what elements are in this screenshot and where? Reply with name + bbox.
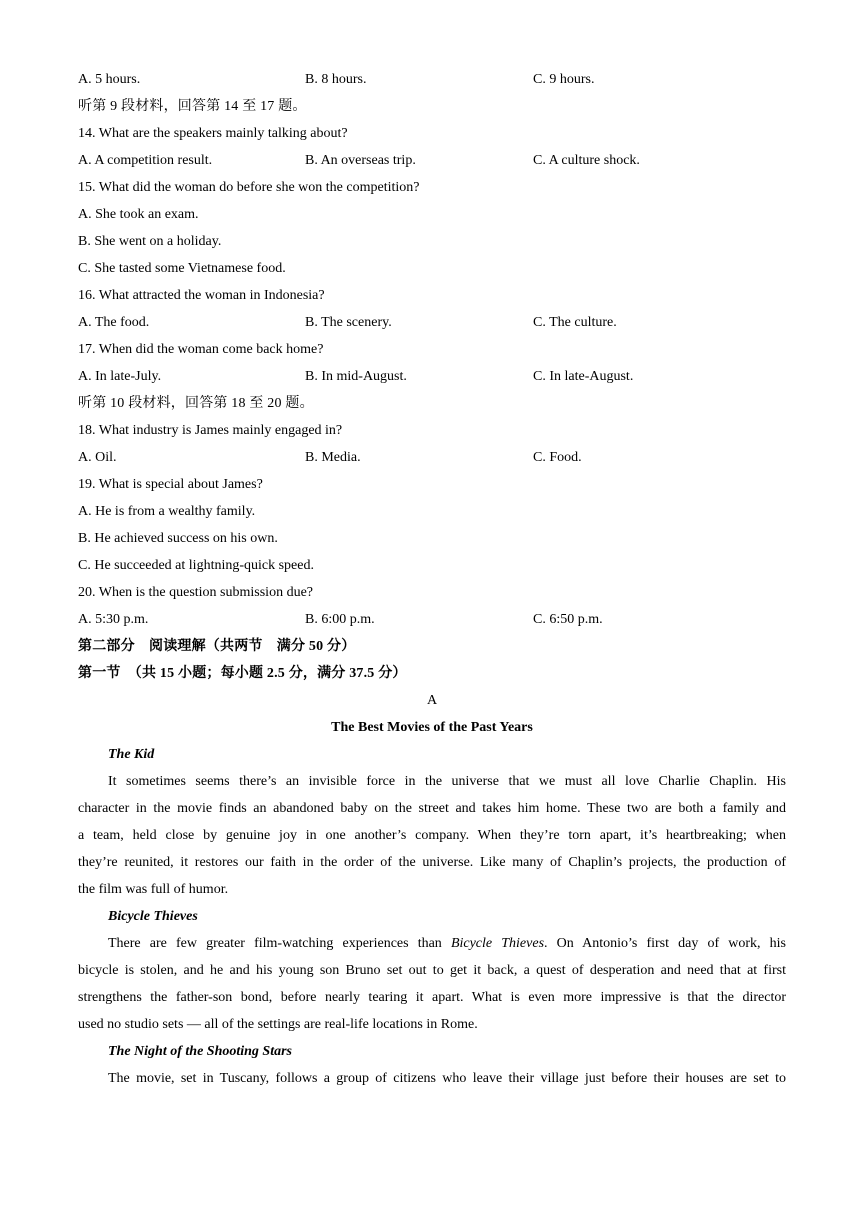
options-row-17 bbox=[78, 363, 786, 390]
movie-title-bicycle-thieves: Bicycle Thieves bbox=[108, 909, 198, 924]
section-instruction-9: 听第 9 段材料，回答第 14 至 17 题。 bbox=[78, 99, 307, 114]
option-c: C. The culture. bbox=[533, 315, 617, 330]
paragraph-line bbox=[78, 930, 786, 957]
option-c: C. She tasted some Vietnamese food. bbox=[78, 261, 286, 276]
passage-title: The Best Movies of the Past Years bbox=[331, 720, 533, 735]
paragraph-line: a team, held close by genuine joy in one another’s company. When they’re torn apart, it’s heartbreaking; when bbox=[78, 828, 786, 843]
question-14: 14. What are the speakers mainly talking about? bbox=[78, 126, 348, 141]
option-b: B. She went on a holiday. bbox=[78, 234, 222, 249]
option-a: A. A competition result. bbox=[78, 153, 213, 168]
text-run: There are few greater film-watching experiences than bbox=[108, 936, 451, 951]
option-c: C. He succeeded at lightning-quick speed. bbox=[78, 558, 314, 573]
question-15: 15. What did the woman do before she won the competition? bbox=[78, 180, 420, 195]
option-c: C. Food. bbox=[533, 450, 582, 465]
options-row-13 bbox=[78, 66, 786, 93]
option-b: B. An overseas trip. bbox=[305, 153, 416, 168]
option-b: B. The scenery. bbox=[305, 315, 392, 330]
paragraph-line: they’re reunited, it restores our faith in the order of the universe. Like many of Chaplin’s projects, the production of bbox=[78, 855, 786, 870]
paragraph-line: bicycle is stolen, and he and his young son Bruno set out to get it back, a quest of desperation and need that at first bbox=[78, 963, 786, 978]
options-row-18 bbox=[78, 444, 786, 471]
option-b: B. 8 hours. bbox=[305, 72, 367, 87]
question-17: 17. When did the woman come back home? bbox=[78, 342, 324, 357]
section-instruction-10: 听第 10 段材料，回答第 18 至 20 题。 bbox=[78, 396, 314, 411]
options-row-16 bbox=[78, 309, 786, 336]
option-b: B. In mid-August. bbox=[305, 369, 407, 384]
option-c: C. In late-August. bbox=[533, 369, 634, 384]
section-heading: 第一节 （共 15 小题；每小题 2.5 分，满分 37.5 分） bbox=[78, 666, 407, 681]
question-19: 19. What is special about James? bbox=[78, 477, 263, 492]
question-20: 20. When is the question submission due? bbox=[78, 585, 313, 600]
options-row-20 bbox=[78, 606, 786, 633]
option-a: A. 5 hours. bbox=[78, 72, 141, 87]
paragraph-line: character in the movie finds an abandoned baby on the street and takes him home. These two are both a family and bbox=[78, 801, 786, 816]
movie-title-night-of-shooting-stars: The Night of the Shooting Stars bbox=[108, 1044, 292, 1059]
question-18: 18. What industry is James mainly engaged in? bbox=[78, 423, 343, 438]
option-b: B. He achieved success on his own. bbox=[78, 531, 278, 546]
passage-letter: A bbox=[426, 693, 438, 708]
italic-title: Bicycle Thieves bbox=[450, 936, 545, 951]
option-a: A. She took an exam. bbox=[78, 207, 199, 222]
movie-paragraph-night-of-shooting-stars bbox=[78, 1065, 786, 1092]
movie-title-the-kid: The Kid bbox=[108, 747, 155, 762]
option-a: A. In late-July. bbox=[78, 369, 162, 384]
option-a: A. He is from a wealthy family. bbox=[78, 504, 256, 519]
paragraph-line: It sometimes seems there’s an invisible force in the universe that we must all love Charlie Chaplin. His bbox=[108, 774, 786, 789]
option-b: B. 6:00 p.m. bbox=[305, 612, 375, 627]
option-c: C. A culture shock. bbox=[533, 153, 640, 168]
option-c: C. 9 hours. bbox=[533, 72, 595, 87]
option-b: B. Media. bbox=[305, 450, 361, 465]
question-16: 16. What attracted the woman in Indonesia? bbox=[78, 288, 325, 303]
options-row-14 bbox=[78, 147, 786, 174]
part-heading: 第二部分 阅读理解（共两节 满分 50 分） bbox=[78, 639, 356, 654]
option-a: A. The food. bbox=[78, 315, 150, 330]
option-a: A. 5:30 p.m. bbox=[78, 612, 149, 627]
option-a: A. Oil. bbox=[78, 450, 117, 465]
paragraph-line: The movie, set in Tuscany, follows a group of citizens who leave their village just before their houses are set to bbox=[108, 1071, 786, 1086]
paragraph-line: the film was full of humor. bbox=[78, 882, 229, 897]
movie-paragraph-bicycle-thieves bbox=[78, 930, 786, 1038]
paragraph-line: used no studio sets — all of the settings are real-life locations in Rome. bbox=[78, 1017, 478, 1032]
movie-paragraph-the-kid bbox=[78, 768, 786, 903]
option-c: C. 6:50 p.m. bbox=[533, 612, 603, 627]
paragraph-line: strengthens the father-son bond, before nearly tearing it apart. What is even more impressive is that the director bbox=[78, 990, 786, 1005]
text-run: . On Antonio’s first day of work, his bbox=[544, 936, 786, 951]
